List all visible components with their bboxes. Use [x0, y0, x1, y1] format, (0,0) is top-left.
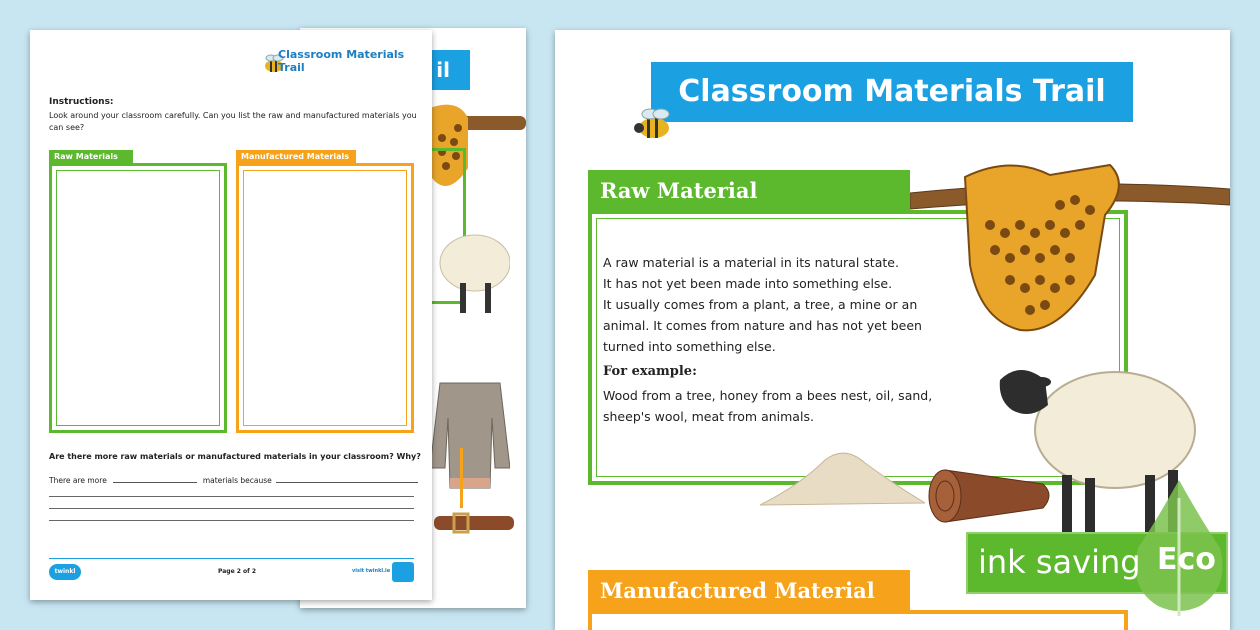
example-heading: For example:: [603, 364, 697, 379]
page-number: Page 2 of 2: [218, 568, 256, 575]
poster-title: Classroom Materials Trail: [651, 62, 1133, 122]
blank-line: [113, 482, 197, 483]
manufactured-materials-box: [236, 163, 414, 433]
answer-line: [49, 520, 414, 521]
jumper-illustration: [430, 378, 510, 493]
twinkl-logo: twinkl: [49, 564, 81, 580]
fill-in-sentence: [49, 476, 418, 485]
answer-line: [49, 508, 414, 509]
back-orange-connector: [460, 448, 463, 508]
raw-material-heading: Raw Material: [588, 170, 910, 212]
eco-badge-label: ink saving: [978, 543, 1141, 581]
example-line: Wood from a tree, honey from a bees nest, oil, sand,: [603, 388, 933, 403]
fill-prefix: There are more: [49, 476, 107, 485]
honeycomb-illustration: [910, 155, 1230, 335]
manufactured-material-box: [588, 610, 1128, 630]
manufactured-materials-label: Manufactured Materials: [236, 150, 356, 164]
description-line: animal. It comes from nature and has not yet been: [603, 318, 922, 333]
manufactured-material-heading: Manufactured Material: [588, 570, 910, 612]
log-illustration: [925, 460, 1055, 530]
quality-badge-icon: [392, 562, 414, 582]
instructions-heading: Instructions:: [49, 97, 114, 107]
description-line: It usually comes from a plant, a tree, a mine or an: [603, 297, 918, 312]
answer-line: [49, 496, 414, 497]
raw-materials-box: [49, 163, 227, 433]
description-line: A raw material is a material in its natural state.: [603, 255, 899, 270]
footer-divider: [49, 558, 414, 559]
eco-badge-word: Eco: [1157, 542, 1216, 577]
fill-middle: materials because: [202, 476, 272, 485]
description-line: turned into something else.: [603, 339, 776, 354]
bee-icon: [630, 106, 676, 142]
example-line: sheep's wool, meat from animals.: [603, 409, 814, 424]
worksheet-question: Are there more raw materials or manufactured materials in your classroom? Why?: [49, 452, 421, 461]
back-page-title: il: [300, 50, 470, 90]
sheep-illustration: [430, 223, 510, 318]
description-line: It has not yet been made into something else.: [603, 276, 893, 291]
raw-materials-label: Raw Materials: [49, 150, 133, 164]
instructions-text: Look around your classroom carefully. Can you list the raw and manufactured materials you can see?: [49, 111, 417, 132]
belt-illustration: [434, 508, 514, 538]
blank-line: [276, 482, 418, 483]
worksheet-title: Classroom Materials Trail: [278, 48, 405, 74]
sand-pile-illustration: [760, 445, 925, 510]
worksheet-page: [30, 30, 432, 600]
example-text: [603, 385, 973, 427]
footer-url: visit twinkl.ie: [352, 568, 391, 574]
